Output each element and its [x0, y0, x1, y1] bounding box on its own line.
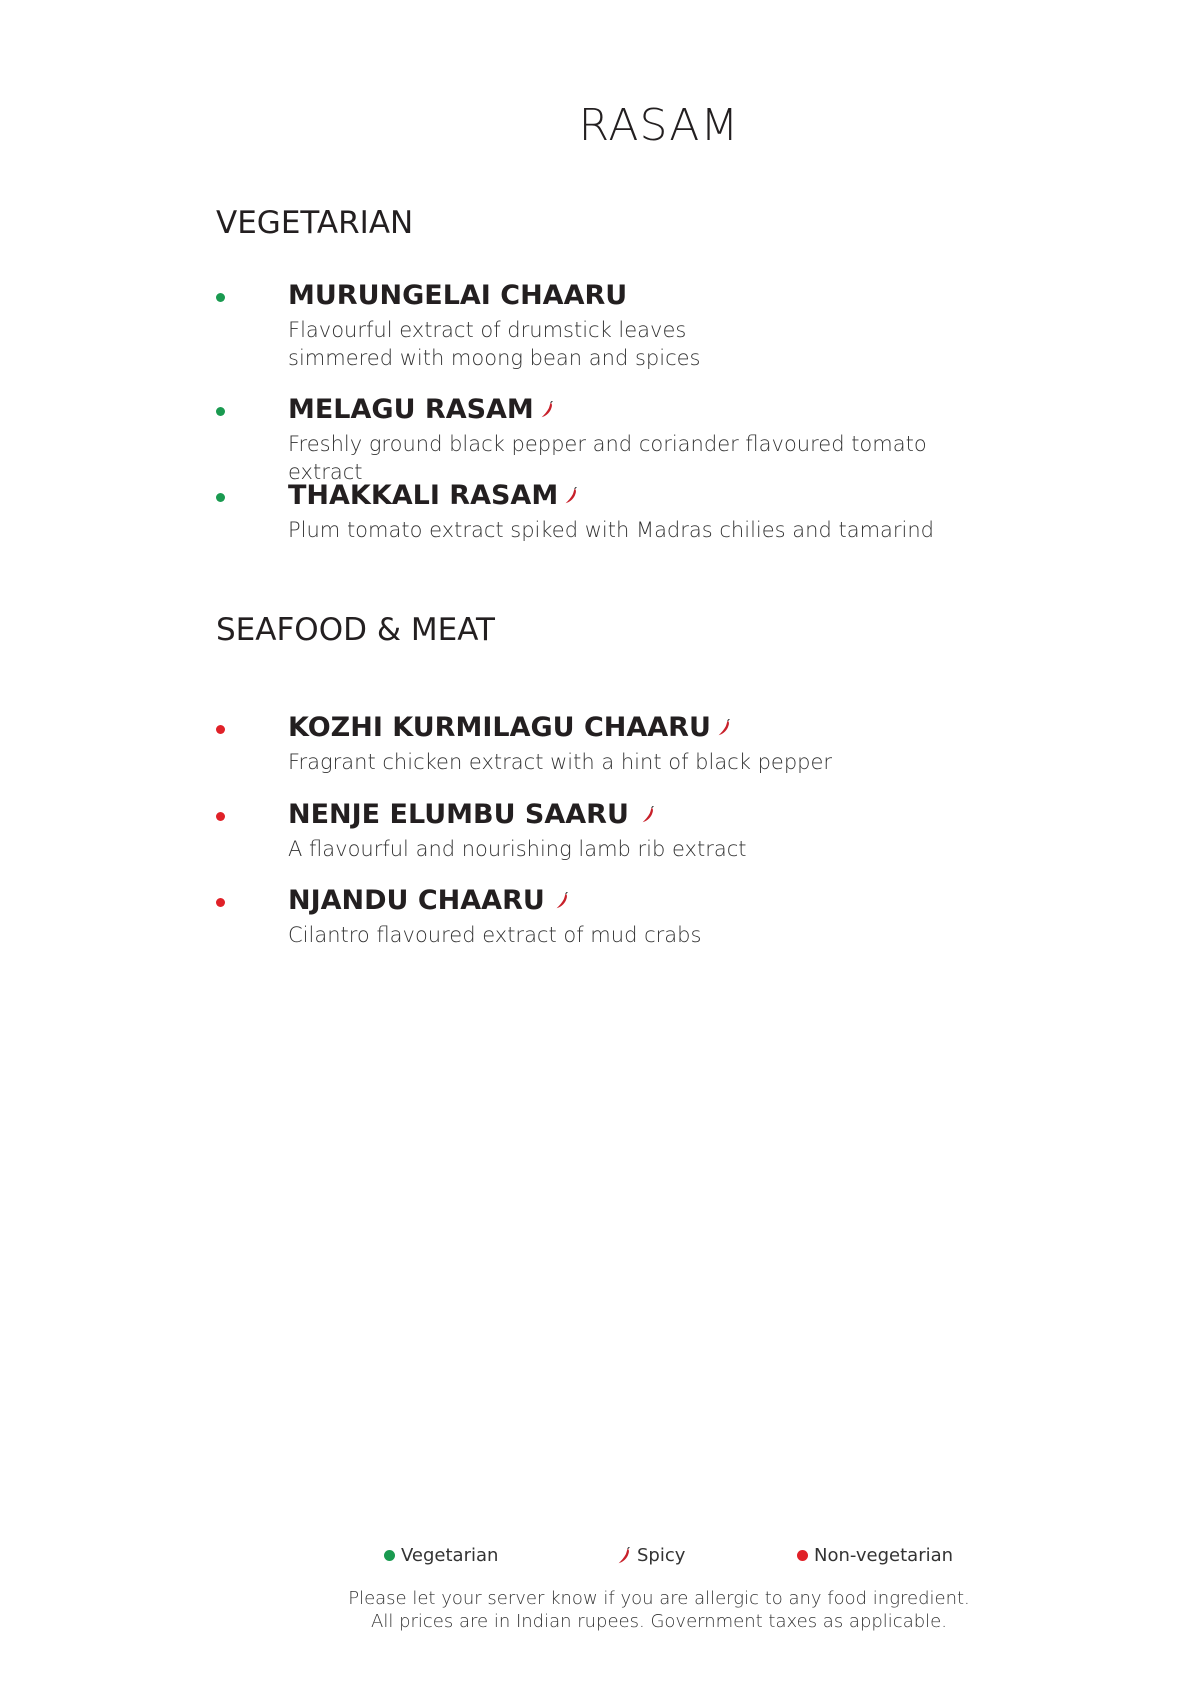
legend-non-vegetarian	[797, 1545, 953, 1566]
footnote	[0, 1587, 1188, 1633]
item-name	[288, 799, 657, 830]
chili-spicy-icon	[553, 892, 571, 910]
vegetarian-dot-icon	[384, 1550, 395, 1561]
chili-spicy-icon	[715, 719, 733, 737]
non-vegetarian-dot-icon	[216, 898, 225, 907]
price-notice: All prices are in Indian rupees. Government taxes as applicable.	[371, 1611, 947, 1632]
section-heading-seafood-meat: SEAFOOD & MEAT	[216, 612, 495, 648]
chili-spicy-icon	[639, 806, 657, 824]
item-description: Flavourful extract of drumstick leaves simmered with moong bean and spices	[288, 318, 701, 370]
item-description: Plum tomato extract spiked with Madras chilies and tamarind	[288, 518, 934, 542]
item-name-text: NENJE ELUMBU SAARU	[288, 799, 629, 830]
item-description: Fragrant chicken extract with a hint of black pepper	[288, 750, 833, 774]
section-heading-vegetarian: VEGETARIAN	[216, 205, 414, 241]
item-name	[288, 280, 627, 311]
item-name-text: MURUNGELAI CHAARU	[288, 280, 628, 311]
non-vegetarian-dot-icon	[216, 812, 225, 821]
item-description: Freshly ground black pepper and coriander flavoured tomato extract	[288, 432, 927, 484]
vegetarian-dot-icon	[216, 293, 225, 302]
item-name-text: THAKKALI RASAM	[288, 480, 559, 511]
non-vegetarian-dot-icon	[797, 1550, 808, 1561]
legend-label: Non-vegetarian	[814, 1545, 954, 1566]
legend-label: Vegetarian	[401, 1545, 499, 1566]
item-description: A flavourful and nourishing lamb rib extract	[288, 837, 747, 861]
legend-spicy	[615, 1545, 685, 1566]
chili-spicy-icon	[562, 487, 580, 505]
item-name	[288, 394, 556, 425]
legend-label: Spicy	[637, 1545, 686, 1566]
legend-vegetarian	[384, 1545, 498, 1566]
item-name-text: KOZHI KURMILAGU CHAARU	[288, 712, 711, 743]
vegetarian-dot-icon	[216, 493, 225, 502]
allergy-notice: Please let your server know if you are allergic to any food ingredient.	[348, 1588, 970, 1609]
non-vegetarian-dot-icon	[216, 725, 225, 734]
item-name-text: MELAGU RASAM	[288, 394, 534, 425]
item-name	[288, 712, 733, 743]
item-name	[288, 885, 571, 916]
page-title: RASAM	[578, 100, 740, 151]
item-name-text: NJANDU CHAARU	[288, 885, 545, 916]
vegetarian-dot-icon	[216, 407, 225, 416]
chili-spicy-icon	[615, 1547, 633, 1565]
item-name	[288, 480, 580, 511]
item-description: Cilantro flavoured extract of mud crabs	[288, 923, 702, 947]
chili-spicy-icon	[538, 401, 556, 419]
